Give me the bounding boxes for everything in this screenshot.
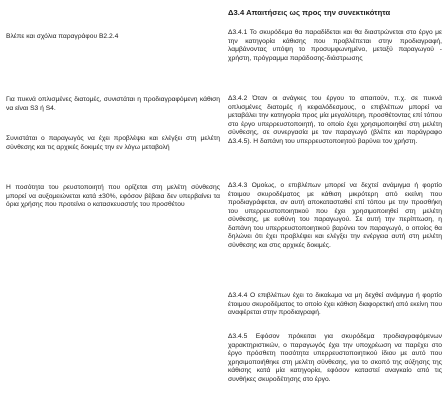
margin-note-3: Συνιστάται ο παραγωγός να έχει προβλέψει και ελέγξει στη μελέτη σύνθεσης και τις αρχικές δοκιμές την εν λόγω μεταβολή	[6, 135, 220, 151]
margin-note-2: Για πυκνά οπλισμένες διατομές, συνιστάται η προδιαγραφόμενη κάθιση να είναι S3 ή S4.	[6, 96, 220, 112]
section-heading: Δ3.4 Απαιτήσεις ως προς την συνεκτικότητα	[228, 8, 391, 17]
margin-note-4: Η ποσότητα του ρευστοποιητή που ορίζεται στη μελέτη σύνθεσης μπορεί να αυξομειώνεται κατά ±30%, εφόσον βέβαια δεν υπερβαίνει τα όρια χρήσης που προτείνει ο κατασκευαστής του προσθέτου	[6, 184, 220, 208]
paragraph-d3-4-1: Δ3.4.1 Το σκυρόδεμα θα παραδίδεται και θα διαστρώνεται στο έργο με την κατηγορία κάθισης που προβλέπεται στην προδιαγραφή, λαμβάνοντας υπόψη το προσυμφωνημένο, μεταξύ παραγωγού - χρήστη, πρόγραμμα παράδοσης-διάστρωσης	[228, 29, 442, 62]
paragraph-d3-4-2: Δ3.4.2 Όταν οι ανάγκες του έργου το απαιτούν, π.χ. σε πυκνά οπλισμένες διατομές ή κεφαλόδεσμους, ο επιβλέπων μπορεί να μεταβάλει την κατηγορία προς μία μεγαλύτερη, προσθέτοντας επί τόπου στο έργο υπερρευστοποιητή, το οποίο έχει χρησιμοποιηθεί στη μελέτη σύνθεσης, σε συνεργασία με τον παραγωγό (βλέπε και παράγραφο Δ3.4.5). Η δαπάνη του υπερρευστοποιητού βαρύνει τον χρήστη.	[228, 95, 442, 145]
paragraph-d3-4-3: Δ3.4.3 Ομοίως, ο επιβλέπων μπορεί να δεχτεί ανάμιγμα ή φορτίο έτοιμου σκυροδέματος με κάθιση μικρότερη από εκείνη που προδιαγράφεται, αν αυτή αποκατασταθεί επί τόπου με την προσθήκη του υπερρευστοποιητικού που έχει χρησιμοποιηθεί στη μελέτη σύνθεσης, με ευθύνη του παραγωγού. Σε αυτή την περίπτωση, η δαπάνη του υπερρευστοποιητικού βαρύνει τον παραγωγό, ο οποίος θα δηλώνει ότι έχει προβλέψει και ελέγξει την ενέργεια αυτή στη μελέτη σύνθεσης και στις αρχικές δοκιμές.	[228, 182, 442, 249]
paragraph-d3-4-5: Δ3.4.5 Εφόσον πρόκειται για σκυρόδεμα προδιαγραφόμενων χαρακτηριστικών, ο παραγωγός έχει την υποχρέωση να παρέχει στο έργο πρόσθετη ποσότητα υπερρευστοποιητικού ίδιου με αυτό που χρησιμοποιήθηκε στη μελέτη σύνθεσης, για το σκοπό της αύξησης της κάθισης κατά μία κατηγορία, εφόσον καταστεί αναγκαίο από τις συνθήκες σκυροδέτησης στο έργο.	[228, 333, 442, 383]
paragraph-d3-4-4: Δ3.4.4 Ο επιβλέπων έχει το δικαίωμα να μη δεχθεί ανάμιγμα ή φορτίο έτοιμου σκυροδέματος το οποίο έχει κάθιση διαφορετική από εκείνη που αναφέρεται στην προδιαγραφή.	[228, 292, 442, 316]
margin-note-1: Βλέπε και σχόλια παραγράφου Β2.2.4	[6, 33, 119, 40]
